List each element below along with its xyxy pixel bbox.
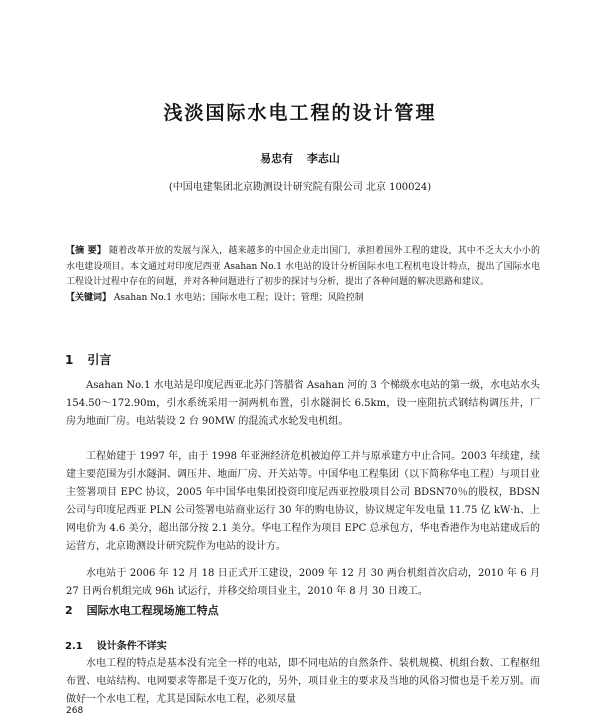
section-2-heading — [65, 602, 219, 618]
affiliation: (中国电建集团北京勘测设计研究院有限公司 北京 100024) — [168, 182, 432, 193]
section-2-title: 国际水电工程现场施工特点 — [86, 604, 219, 617]
section-1-paragraph-3: 水电站于 2006 年 12 月 18 日正式开工建设，2009 年 12 月 30 两台机组首次启动，2010 年 6 月 27 日两台机组完成 96h 试运行，并移交给项目业主，2010 年 8 月 30 日竣工。 — [66, 568, 540, 597]
subsection-2-1-heading — [65, 637, 167, 652]
abstract-block — [66, 244, 540, 306]
page-number: 268 — [66, 706, 84, 716]
section-1-title: 引言 — [87, 353, 112, 367]
abstract-label: 【摘 要】 — [66, 246, 106, 256]
section-1-paragraph-1: Asahan No.1 水电站是印度尼西亚北苏门答腊省 Asahan 河的 3 个梯级水电站的第一级，水电站水头 154.50～172.90m，引水系统采用一洞两机布置，引水隧洞长 6.5km，设一座阻抗式钢结构调压井，厂房为地面厂房。电站装设 2 台 90MW 的混流式水轮发电机组。 — [66, 380, 540, 427]
keywords — [66, 291, 540, 307]
section-1-heading — [65, 351, 111, 368]
abstract-text: 随着改革开放的发展与深入，越来越多的中国企业走出国门，承担着国外工程的建设，其中不乏大大小小的水电建设项目。本文通过对印度尼西亚 Asahan No.1 水电站的设计分析国际水电工程机电设计特点，提出了国际水电工程设计过程中存在的问题，并对各种问题进行了初步的探讨与分析，提出了各种问题的解决思路和建议。 — [66, 246, 540, 287]
keywords-label: 【关键词】 — [66, 292, 112, 303]
section-1-number: 1 — [65, 353, 74, 367]
keywords-text: Asahan No.1 水电站；国际水电工程；设计；管理；风险控制 — [113, 292, 364, 303]
authors: 易忠有 李志山 — [260, 152, 340, 165]
subsection-2-1-number: 2.1 — [65, 641, 83, 652]
subsection-2-1-title: 设计条件不详实 — [96, 641, 167, 652]
section-1-paragraph-2: 工程始建于 1997 年，由于 1998 年亚洲经济危机被迫停工并与原承建方中止合同。2003 年续建，续建主要范围为引水隧洞、调压井、地面厂房、开关站等。中国华电工程集团（以下简称华电工程）与项目业主签署项目 EPC 协议，2005 年中国华电集团投资印度尼西亚控股项目公司 BDSN70％的股权，BDSN 公司与印度尼西亚 PLN 公司签署电站商业运行 30 年的购电协议，协议规定年发电量 11.75 亿 kW·h、上网电价为 4.6 美分，超出部分按 2.1 美分。华电工程作为项目 EPC 总承包方，华电香港作为电站建成后的运营方，北京勘测设计研究院作为电站的设计方。 — [66, 451, 540, 552]
paper-title: 浅淡国际水电工程的设计管理 — [163, 102, 437, 124]
abstract — [66, 244, 540, 291]
subsection-2-1-paragraph: 水电工程的特点是基本没有完全一样的电站，即不同电站的自然条件、装机规模、机组台数、工程枢纽布置、电站结构、电网要求等都是千变万化的，另外，项目业主的要求及当地的风俗习惯也是千差万别。而做好一个水电工程，尤其是国际水电工程，必须尽量 — [66, 658, 540, 705]
section-2-number: 2 — [65, 604, 73, 617]
